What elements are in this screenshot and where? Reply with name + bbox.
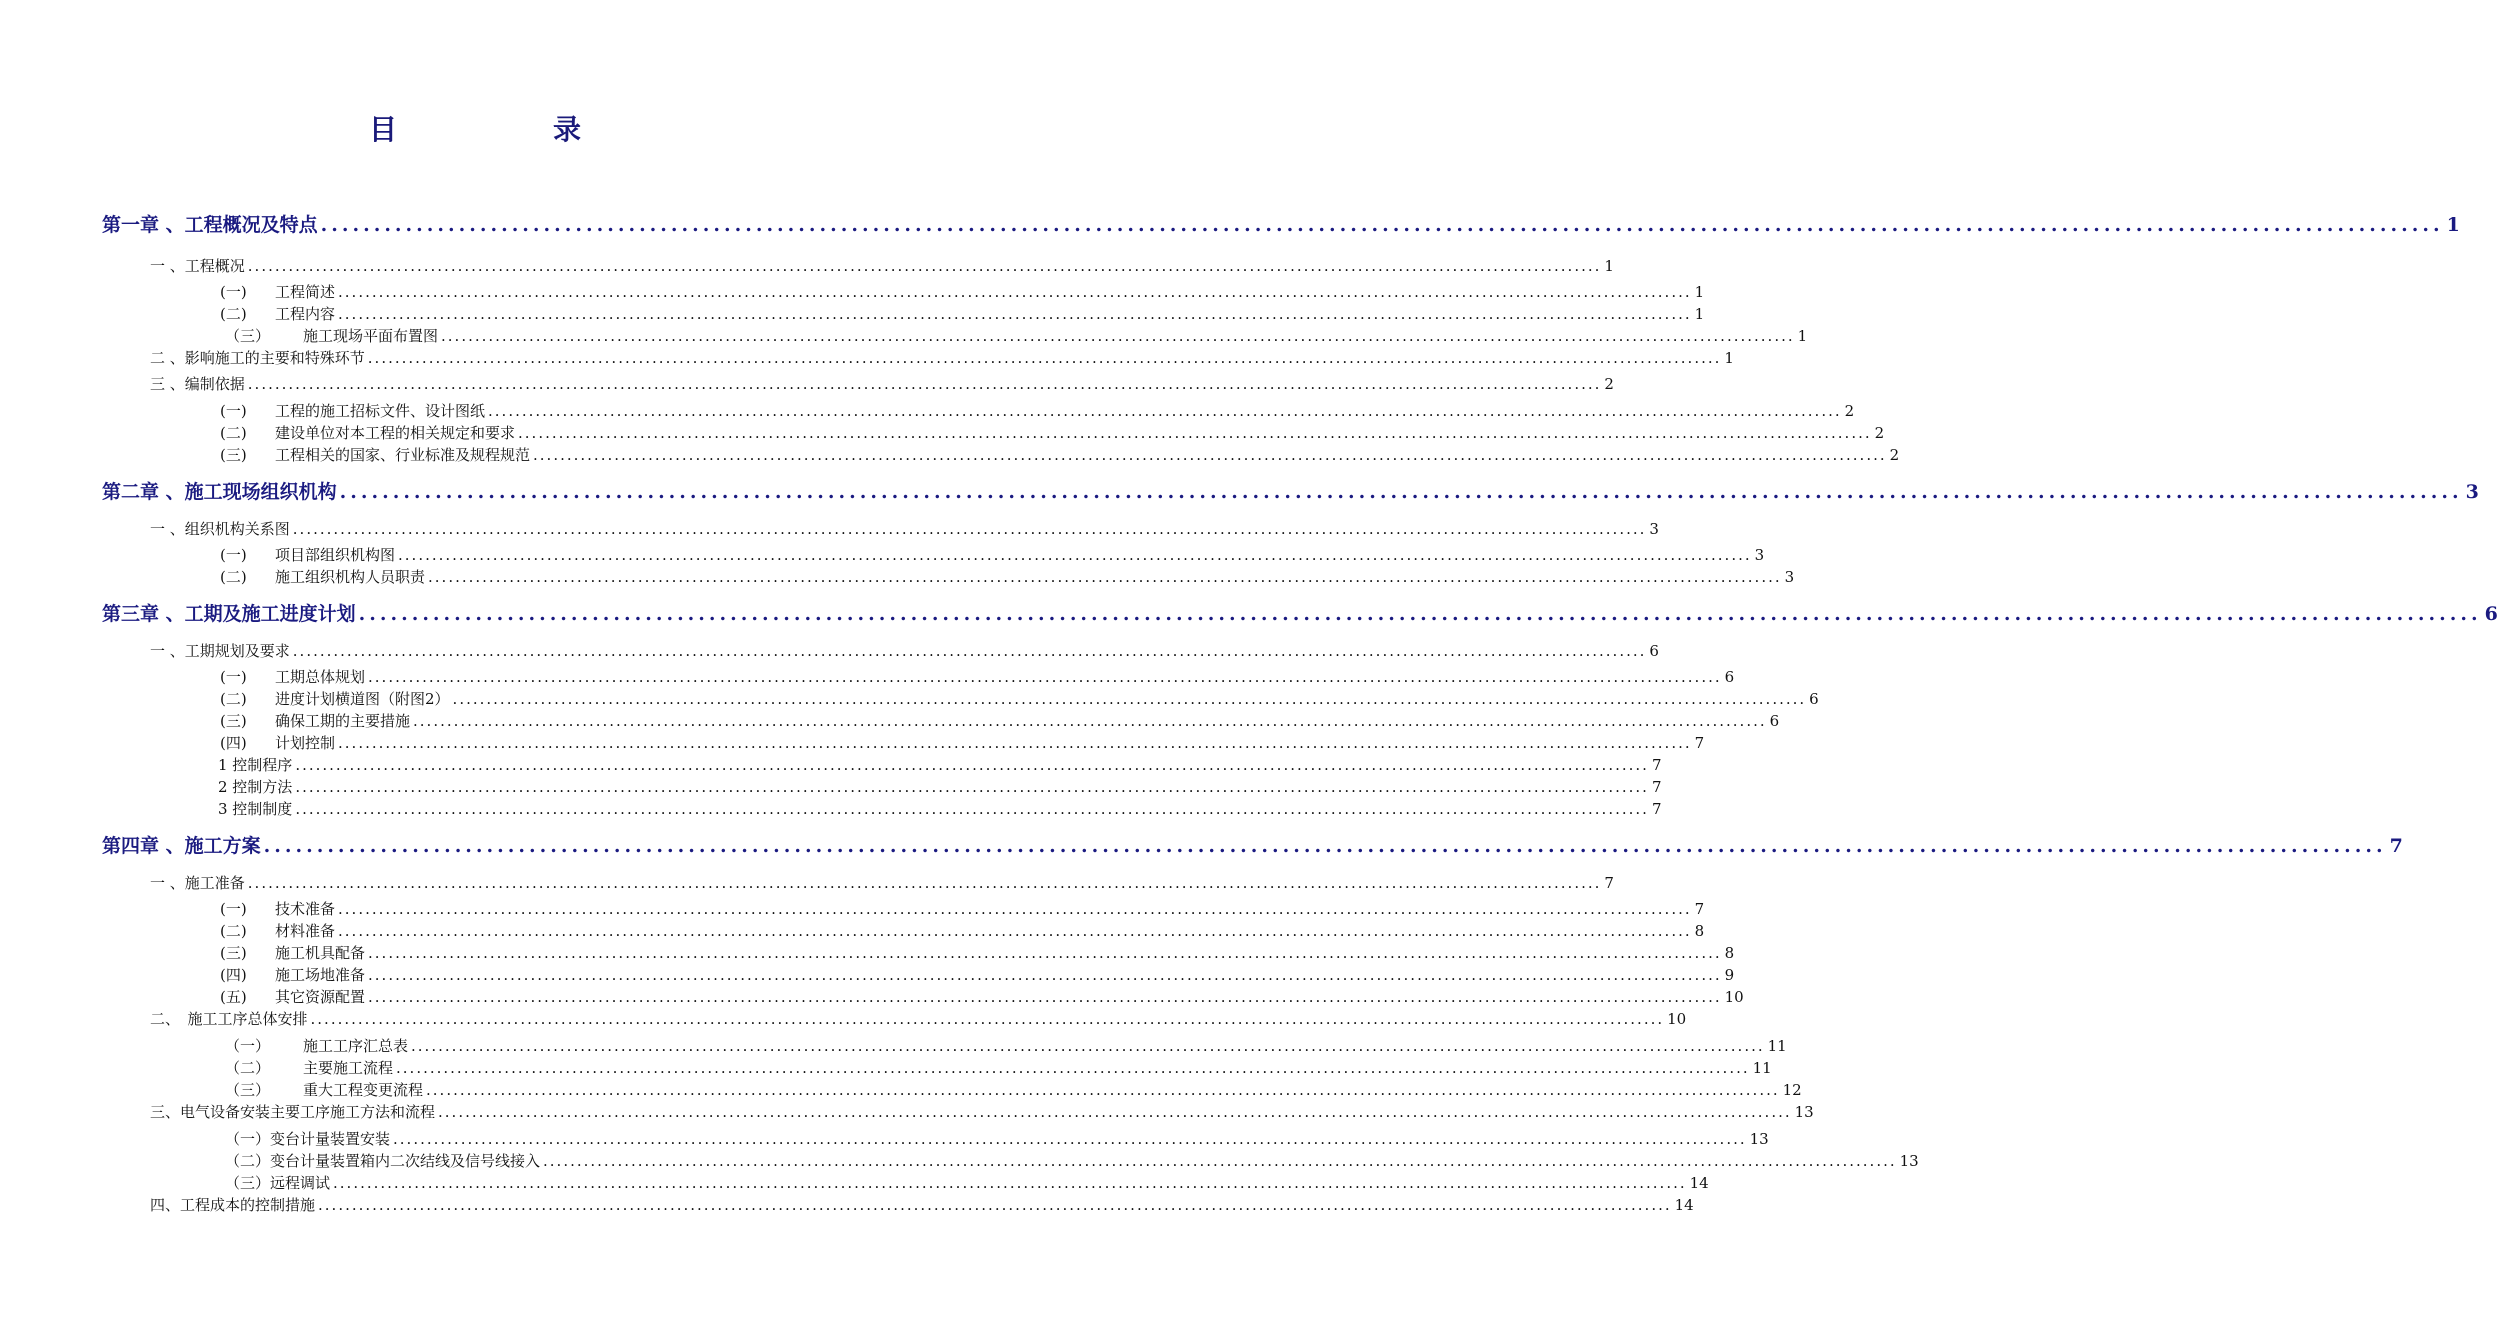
toc-entry[interactable] xyxy=(150,255,1614,276)
toc-entry-title xyxy=(150,1101,435,1122)
toc-entry-number: (二) xyxy=(220,305,247,323)
toc-page-number: 13 xyxy=(1899,1152,1919,1170)
toc-entry-text: 材料准备 xyxy=(275,922,336,940)
dot-leader: ........................................................................................................................................................................................................ xyxy=(338,734,1692,752)
dot-leader: ........................................................................................................................................................................................................ xyxy=(533,446,1887,464)
dot-leader: ........................................................................................................................................................................................................ xyxy=(247,874,1602,892)
toc-entry-title xyxy=(218,754,292,775)
dot-leader: ........................................................................................................................................................................................................ xyxy=(396,1059,1750,1077)
toc-entry[interactable] xyxy=(225,1079,1802,1100)
toc-entry[interactable] xyxy=(220,666,1735,687)
toc-page-number: 1 xyxy=(2446,214,2460,236)
toc-entry-text: 二、 施工工序总体安排 xyxy=(150,1010,308,1028)
toc-entry-text: （三）远程调试 xyxy=(225,1174,331,1192)
toc-entry[interactable] xyxy=(225,1150,1919,1171)
toc-chapter-entry[interactable] xyxy=(102,831,2403,858)
toc-entry[interactable] xyxy=(150,373,1614,394)
toc-entry-text: （一）变台计量装置安装 xyxy=(225,1130,391,1148)
toc-entry-title xyxy=(225,1057,393,1078)
toc-entry-text: 确保工期的主要措施 xyxy=(275,712,411,730)
toc-entry[interactable] xyxy=(150,1008,1687,1029)
dot-leader: ........................................................................................................................................................................................................ xyxy=(333,1174,1687,1192)
toc-entry-number: (二) xyxy=(220,922,247,940)
toc-entry-text: 项目部组织机构图 xyxy=(275,546,396,564)
toc-entry-title xyxy=(225,1035,408,1056)
toc-entry[interactable] xyxy=(220,544,1765,565)
dot-leader: ........................................................................................................................................................................................................ xyxy=(263,835,2387,857)
toc-entry-text: 四、工程成本的控制措施 xyxy=(150,1196,316,1214)
toc-entry-title xyxy=(220,710,410,731)
page-title: 目 录 xyxy=(368,113,645,146)
toc-entry[interactable] xyxy=(150,518,1659,539)
toc-page-number: 1 xyxy=(1724,349,1734,367)
toc-entry-title xyxy=(225,1128,390,1149)
dot-leader: ........................................................................................................................................................................................................ xyxy=(338,922,1692,940)
toc-entry[interactable] xyxy=(225,1035,1787,1056)
toc-entry-text: 施工工序汇总表 xyxy=(303,1037,409,1055)
toc-entry-number: (三) xyxy=(220,712,247,730)
toc-entry[interactable] xyxy=(150,1101,1814,1122)
toc-entry-title xyxy=(220,400,485,421)
dot-leader: ........................................................................................................................................................................................................ xyxy=(247,375,1602,393)
toc-page-number: 7 xyxy=(1651,800,1662,818)
toc-page-number: 2 xyxy=(1844,402,1855,420)
toc-page-number: 12 xyxy=(1782,1081,1802,1099)
toc-entry-title xyxy=(218,798,292,819)
toc-entry[interactable] xyxy=(220,566,1795,587)
toc-entry-title xyxy=(225,1150,540,1171)
dot-leader: ........................................................................................................................................................................................................ xyxy=(438,1103,1792,1121)
toc-page-number: 7 xyxy=(1651,778,1662,796)
toc-entry-number: (五) xyxy=(220,988,247,1006)
dot-leader: ........................................................................................................................................................................................................ xyxy=(518,424,1872,442)
toc-entry-number: (二) xyxy=(220,424,247,442)
toc-entry[interactable] xyxy=(220,710,1780,731)
dot-leader: ........................................................................................................................................................................................................ xyxy=(247,257,1602,275)
toc-entry-title xyxy=(220,303,335,324)
toc-entry-text: 施工机具配备 xyxy=(275,944,366,962)
dot-leader: ........................................................................................................................................................................................................ xyxy=(295,800,1649,818)
toc-page-number: 6 xyxy=(1769,712,1780,730)
toc-entry-title xyxy=(220,566,425,587)
toc-page-number: 14 xyxy=(1674,1196,1694,1214)
dot-leader: ........................................................................................................................................................................................................ xyxy=(368,944,1722,962)
toc-entry-title xyxy=(225,1172,330,1193)
toc-entry[interactable] xyxy=(220,422,1885,443)
toc-page-number: 1 xyxy=(1604,257,1614,275)
toc-entry[interactable] xyxy=(225,1128,1769,1149)
toc-entry-text: 第一章 、工程概况及特点 xyxy=(102,214,318,236)
toc-entry[interactable] xyxy=(220,898,1705,919)
toc-entry-text: 第三章 、工期及施工进度计划 xyxy=(102,603,356,625)
toc-page-number: 6 xyxy=(1809,690,1819,708)
toc-entry[interactable] xyxy=(220,303,1705,324)
toc-entry[interactable] xyxy=(220,444,1900,465)
toc-entry[interactable] xyxy=(150,1194,1694,1215)
dot-leader: ........................................................................................................................................................................................................ xyxy=(310,1010,1665,1028)
toc-entry-text: 工程相关的国家、行业标准及规程规范 xyxy=(275,446,531,464)
dot-leader: ........................................................................................................................................................................................................ xyxy=(358,603,2482,625)
toc-chapter-entry[interactable] xyxy=(102,599,2498,626)
dot-leader: ........................................................................................................................................................................................................ xyxy=(292,642,1647,660)
toc-page-number: 10 xyxy=(1667,1010,1687,1028)
toc-entry[interactable] xyxy=(150,640,1659,661)
toc-entry-number: (三) xyxy=(220,944,247,962)
toc-entry-title xyxy=(220,688,450,709)
toc-page-number: 1 xyxy=(1694,305,1705,323)
toc-page-number: 7 xyxy=(1694,900,1705,918)
dot-leader: ........................................................................................................................................................................................................ xyxy=(368,988,1722,1006)
toc-entry-title xyxy=(225,1079,423,1100)
toc-entry-title xyxy=(220,942,365,963)
toc-chapter-entry[interactable] xyxy=(102,477,2479,504)
toc-entry-title xyxy=(150,255,245,276)
toc-entry-title xyxy=(102,477,337,504)
toc-page-number: 3 xyxy=(2465,481,2479,503)
dot-leader: ........................................................................................................................................................................................................ xyxy=(320,214,2444,236)
toc-entry-number: (一) xyxy=(220,283,247,301)
toc-entry-number: (一) xyxy=(220,546,247,564)
toc-entry[interactable] xyxy=(150,872,1614,893)
toc-page-number: 7 xyxy=(1694,734,1705,752)
toc-entry-text: 一 、工期规划及要求 xyxy=(150,642,290,660)
toc-page-number: 6 xyxy=(1724,668,1735,686)
toc-entry-title xyxy=(102,599,356,626)
toc-entry-number: （二） xyxy=(225,1059,271,1077)
toc-page-number: 7 xyxy=(1604,874,1614,892)
toc-entry-number: (一) xyxy=(220,402,247,420)
toc-entry[interactable] xyxy=(220,281,1705,302)
toc-entry-title xyxy=(150,518,290,539)
dot-leader: ........................................................................................................................................................................................................ xyxy=(338,283,1692,301)
toc-entry-title xyxy=(220,444,530,465)
toc-entry-text: 重大工程变更流程 xyxy=(303,1081,424,1099)
toc-entry-text: 3 控制制度 xyxy=(218,800,293,818)
dot-leader: ........................................................................................................................................................................................................ xyxy=(428,568,1782,586)
toc-entry-number: (二) xyxy=(220,690,247,708)
toc-entry-text: 第四章 、施工方案 xyxy=(102,835,261,857)
toc-entry-title xyxy=(225,325,438,346)
toc-page-number: 8 xyxy=(1724,944,1735,962)
toc-entry-title xyxy=(220,666,365,687)
dot-leader: ........................................................................................................................................................................................................ xyxy=(393,1130,1747,1148)
toc-entry[interactable] xyxy=(218,754,1662,775)
toc-entry-text: 第二章 、施工现场组织机构 xyxy=(102,481,337,503)
toc-entry-text: 计划控制 xyxy=(275,734,336,752)
dot-leader: ........................................................................................................................................................................................................ xyxy=(292,520,1647,538)
dot-leader: ........................................................................................................................................................................................................ xyxy=(339,481,2463,503)
toc-page-number: 3 xyxy=(1784,568,1795,586)
toc-entry-text: 施工现场平面布置图 xyxy=(303,327,439,345)
dot-leader: ........................................................................................................................................................................................................ xyxy=(318,1196,1672,1214)
toc-page-number: 13 xyxy=(1749,1130,1769,1148)
toc-page-number: 10 xyxy=(1724,988,1744,1006)
toc-page-number: 1 xyxy=(1694,283,1705,301)
dot-leader: ........................................................................................................................................................................................................ xyxy=(413,712,1767,730)
toc-entry-text: 主要施工流程 xyxy=(303,1059,394,1077)
toc-entry-text: 一 、组织机构关系图 xyxy=(150,520,290,538)
toc-entry-text: 工程内容 xyxy=(275,305,336,323)
dot-leader: ........................................................................................................................................................................................................ xyxy=(367,349,1722,367)
toc-entry[interactable] xyxy=(220,920,1705,941)
toc-entry-number: (三) xyxy=(220,446,247,464)
toc-entry-number: （一） xyxy=(225,1037,271,1055)
dot-leader: ........................................................................................................................................................................................................ xyxy=(398,546,1752,564)
toc-entry-title xyxy=(150,1008,308,1029)
toc-entry[interactable] xyxy=(150,347,1734,368)
dot-leader: ........................................................................................................................................................................................................ xyxy=(426,1081,1780,1099)
toc-entry[interactable] xyxy=(225,1172,1709,1193)
toc-entry-title xyxy=(220,544,395,565)
toc-entry[interactable] xyxy=(220,400,1855,421)
dot-leader: ........................................................................................................................................................................................................ xyxy=(488,402,1842,420)
toc-entry-number: (四) xyxy=(220,966,247,984)
toc-page-number: 3 xyxy=(1649,520,1659,538)
toc-entry[interactable] xyxy=(220,964,1735,985)
toc-entry-text: 其它资源配置 xyxy=(275,988,366,1006)
dot-leader: ........................................................................................................................................................................................................ xyxy=(411,1037,1765,1055)
dot-leader: ........................................................................................................................................................................................................ xyxy=(368,966,1722,984)
dot-leader: ........................................................................................................................................................................................................ xyxy=(441,327,1795,345)
toc-entry-text: （二）变台计量装置箱内二次结线及信号线接入 xyxy=(225,1152,541,1170)
toc-entry-text: 三 、编制依据 xyxy=(150,375,245,393)
toc-entry-title xyxy=(218,776,292,797)
toc-entry-title xyxy=(150,1194,315,1215)
toc-entry-number: （三） xyxy=(225,1081,271,1099)
toc-page-number: 7 xyxy=(1651,756,1662,774)
dot-leader: ........................................................................................................................................................................................................ xyxy=(338,305,1692,323)
toc-page-number: 2 xyxy=(1889,446,1900,464)
toc-entry-title xyxy=(150,640,290,661)
toc-entry[interactable] xyxy=(218,798,1662,819)
toc-entry-text: 一 、工程概况 xyxy=(150,257,245,275)
toc-entry-text: 1 控制程序 xyxy=(218,756,293,774)
toc-entry-text: 进度计划横道图（附图2） xyxy=(275,690,450,708)
toc-entry-title xyxy=(220,964,365,985)
toc-entry-title xyxy=(102,831,261,858)
toc-page-number: 14 xyxy=(1689,1174,1709,1192)
toc-entry-number: (四) xyxy=(220,734,247,752)
toc-page-number: 13 xyxy=(1794,1103,1814,1121)
toc-entry-text: 工程的施工招标文件、设计图纸 xyxy=(275,402,486,420)
toc-entry-title xyxy=(220,986,365,1007)
toc-page-number: 2 xyxy=(1874,424,1885,442)
toc-entry-text: 工程简述 xyxy=(275,283,336,301)
toc-entry-title xyxy=(150,347,365,368)
toc-entry-title xyxy=(150,872,245,893)
toc-entry-number: （三） xyxy=(225,327,271,345)
toc-page-number: 1 xyxy=(1797,327,1808,345)
toc-entry-text: 技术准备 xyxy=(275,900,336,918)
toc-entry[interactable] xyxy=(225,1057,1772,1078)
dot-leader: ........................................................................................................................................................................................................ xyxy=(543,1152,1897,1170)
toc-entry[interactable] xyxy=(220,986,1744,1007)
dot-leader: ........................................................................................................................................................................................................ xyxy=(295,778,1649,796)
toc-entry-title xyxy=(220,422,515,443)
toc-entry[interactable] xyxy=(225,325,1808,346)
toc-entry-number: (二) xyxy=(220,568,247,586)
toc-page-number: 7 xyxy=(2389,835,2403,857)
toc-entry-text: 施工组织机构人员职责 xyxy=(275,568,426,586)
toc-entry-text: 建设单位对本工程的相关规定和要求 xyxy=(275,424,516,442)
toc-page-number: 3 xyxy=(1754,546,1765,564)
dot-leader: ........................................................................................................................................................................................................ xyxy=(452,690,1807,708)
toc-entry[interactable] xyxy=(220,942,1735,963)
toc-page-number: 2 xyxy=(1604,375,1614,393)
toc-entry-title xyxy=(220,920,335,941)
toc-entry-number: (一) xyxy=(220,668,247,686)
toc-entry[interactable] xyxy=(218,776,1662,797)
toc-entry-number: (一) xyxy=(220,900,247,918)
toc-entry[interactable] xyxy=(220,688,1819,709)
toc-entry[interactable] xyxy=(220,732,1705,753)
toc-page-number: 9 xyxy=(1724,966,1735,984)
toc-page-number: 8 xyxy=(1694,922,1705,940)
toc-entry-title xyxy=(102,210,318,237)
toc-page-number: 6 xyxy=(1649,642,1659,660)
toc-entry-title xyxy=(220,281,335,302)
dot-leader: ........................................................................................................................................................................................................ xyxy=(338,900,1692,918)
toc-entry-text: 施工场地准备 xyxy=(275,966,366,984)
toc-entry-text: 三、电气设备安装主要工序施工方法和流程 xyxy=(150,1103,436,1121)
dot-leader: ........................................................................................................................................................................................................ xyxy=(295,756,1649,774)
dot-leader: ........................................................................................................................................................................................................ xyxy=(368,668,1722,686)
toc-chapter-entry[interactable] xyxy=(102,210,2460,237)
toc-entry-text: 一 、施工准备 xyxy=(150,874,245,892)
toc-entry-text: 二 、影响施工的主要和特殊环节 xyxy=(150,349,365,367)
toc-page-number: 6 xyxy=(2484,603,2498,625)
toc-page-number: 11 xyxy=(1752,1059,1772,1077)
toc-entry-text: 工期总体规划 xyxy=(275,668,366,686)
toc-entry-title xyxy=(220,732,335,753)
toc-entry-title xyxy=(220,898,335,919)
toc-entry-text: 2 控制方法 xyxy=(218,778,293,796)
toc-entry-title xyxy=(150,373,245,394)
toc-page-number: 11 xyxy=(1767,1037,1787,1055)
